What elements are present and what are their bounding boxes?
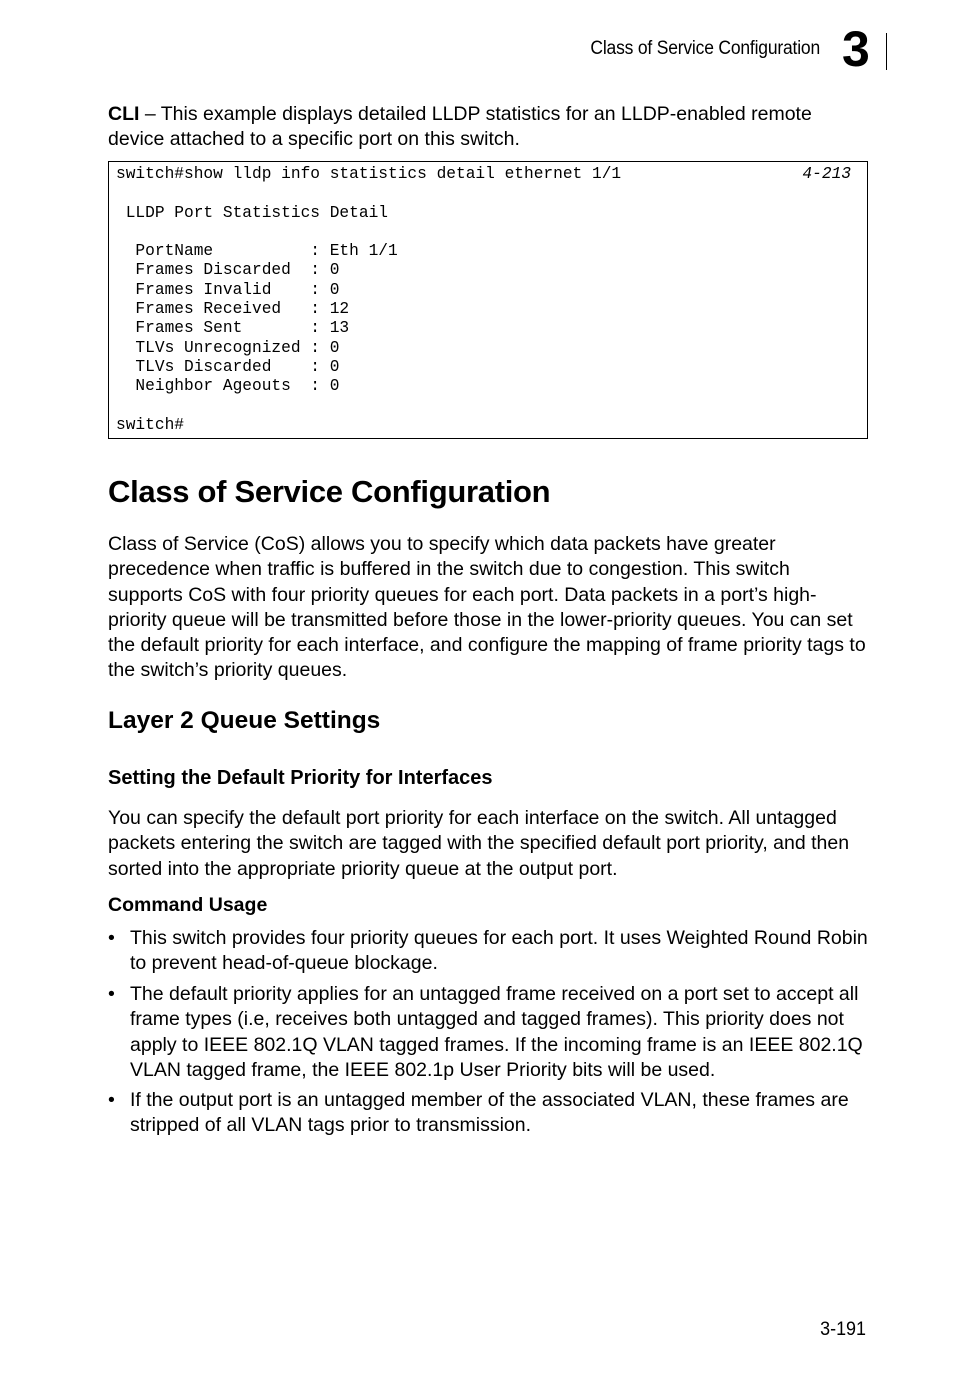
list-item-text: If the output port is an untagged member of the associated VLAN, these frames are stripped of all VLAN tags prior to transmission. (130, 1089, 849, 1137)
bullet-mark: • (108, 927, 115, 949)
cli-intro-text: – This example displays detailed LLDP statistics for an LLDP-enabled remote device attached to a specific port on this switch. (108, 103, 812, 151)
bullet-mark: • (108, 983, 115, 1005)
chapter-number: 3 (842, 21, 870, 77)
topic-title: Setting the Default Priority for Interfaces (108, 767, 493, 789)
running-header: Class of Service Configuration (590, 38, 820, 59)
code-example-box (108, 161, 868, 439)
section-title: Class of Service Configuration (108, 474, 551, 509)
list-item (108, 926, 868, 977)
list-item (108, 982, 868, 1083)
list-item-text: The default priority applies for an untagged frame received on a port set to accept all frame types (i.e, receives both untagged and tagged frames). This priority does not apply to IEEE 802.1Q VLAN tagged frames. If the incoming frame is an IEEE 802.1Q VLAN tagged frame, the IEEE 802.1p User Priority bits will be used. (130, 983, 863, 1081)
cli-intro-paragraph (108, 102, 868, 153)
section-intro-paragraph: Class of Service (CoS) allows you to specify which data packets have greater precedence when traffic is buffered in the switch due to congestion. This switch supports CoS with four priority queues for each port. Data packets in a port’s high-priority queue will be transmitted before those in the lower-priority queues. You can set the default priority for each interface, and configure the mapping of frame priority tags to the switch’s priority queues. (108, 533, 866, 682)
list-item (108, 1088, 868, 1139)
command-reference: 4-213 (802, 165, 851, 183)
cli-label: CLI (108, 103, 140, 125)
subsection-title: Layer 2 Queue Settings (108, 707, 381, 734)
command-usage-heading: Command Usage (108, 894, 268, 916)
list-item-text: This switch provides four priority queues for each port. It uses Weighted Round Robin to prevent head-of-queue blockage. (130, 927, 868, 975)
chapter-divider (886, 33, 887, 70)
bullet-mark: • (108, 1089, 115, 1111)
topic-paragraph: You can specify the default port priority for each interface on the switch. All untagged packets entering the switch are tagged with the specified default port priority, and then sorted into the appropriate priority queue at the output port. (108, 807, 850, 880)
code-example-text: switch#show lldp info statistics detail ethernet 1/1 LLDP Port Statistics Detail PortName : Eth 1/1 Frames Discarded : 0 Frames Invalid : 0 Frames Received : 12 Frames Sent : 13 TLVs Unrecognized : 0 TLVs Discarded : 0 Neighbor Ageouts : 0 switch# (116, 165, 622, 434)
page-number: 3-191 (820, 1318, 866, 1340)
